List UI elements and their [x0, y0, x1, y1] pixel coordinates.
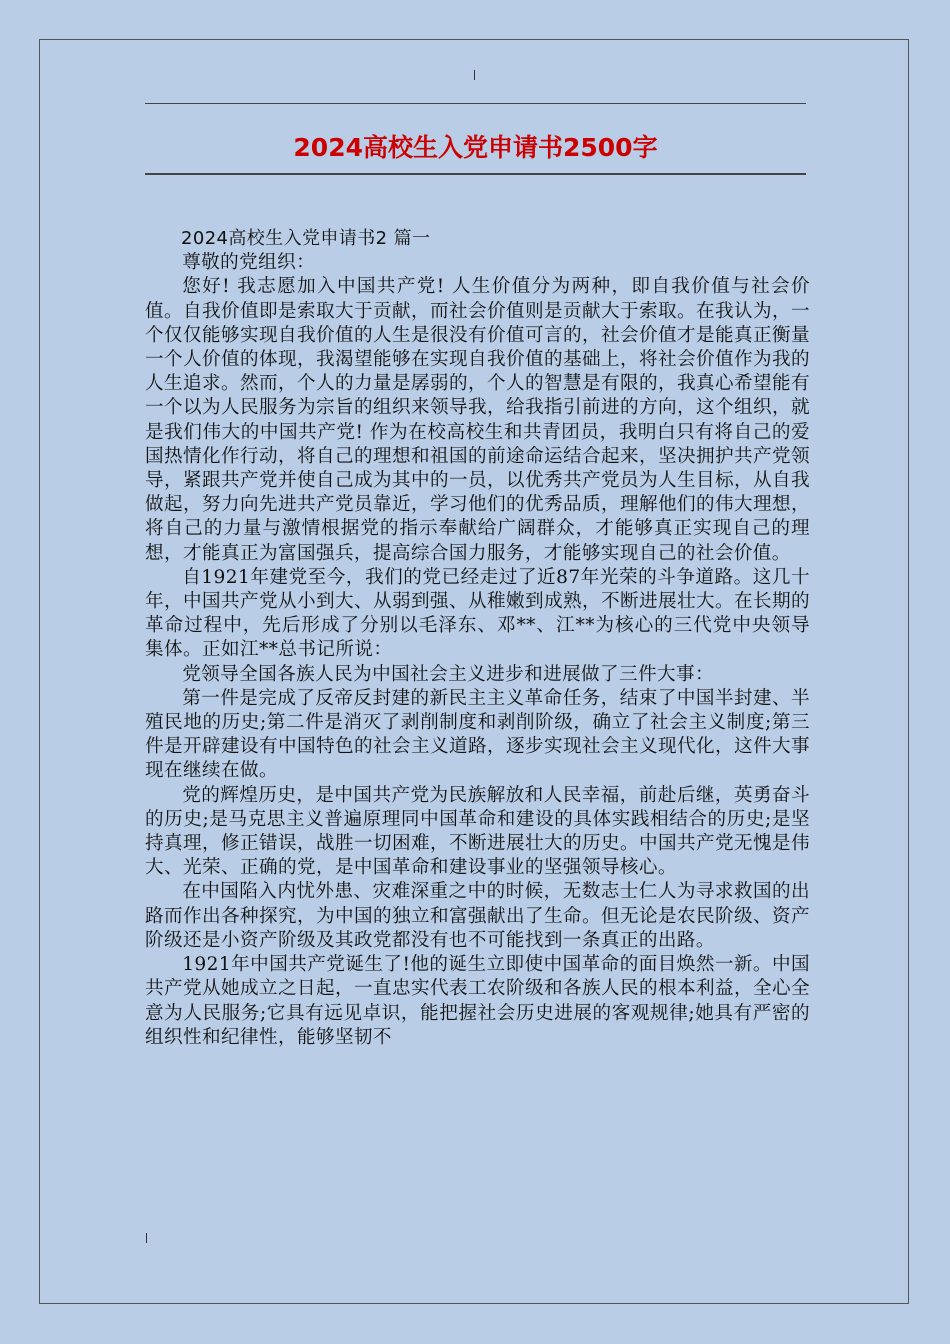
- document-body: [145, 227, 810, 1050]
- section-heading: 2024高校生入党申请书2 篇一: [181, 228, 431, 249]
- paragraph: 党的辉煌历史，是中国共产党为民族解放和人民幸福，前赴后继，英勇奋斗的历史;是马克思主义普遍原理同中国革命和建设的具体实践相结合的历史;是坚持真理，修正错误，战胜一切困难，不断进展壮大的历史。中国共产党无愧是伟大、光荣、正确的党，是中国革命和建设事业的坚强领导核心。: [145, 784, 810, 879]
- paragraph: 在中国陷入内忧外患、灾难深重之中的时候，无数志士仁人为寻求救国的出路而作出各种探究，为中国的独立和富强献出了生命。但无论是农民阶级、资产阶级还是小资产阶级及其政党都没有也不可能找到一条真正的出路。: [145, 881, 810, 951]
- title-rule: [145, 173, 806, 175]
- header-mark: [474, 70, 475, 80]
- paragraph: 自1921年建党至今，我们的党已经走过了近87年光荣的斗争道路。这几十年，中国共产党从小到大、从弱到强、从稚嫩到成熟，不断进展壮大。在长期的革命过程中，先后形成了分别以毛泽东、邓**、江**为核心的三代党中央领导集体。正如江**总书记所说：: [145, 566, 810, 661]
- document-title: 2024高校生入党申请书2500字: [293, 133, 658, 162]
- paragraph: 第一件是完成了反帝反封建的新民主主义革命任务，结束了中国半封建、半殖民地的历史;第二件是消灭了剥削制度和剥削阶级，确立了社会主义制度;第三件是开辟建设有中国特色的社会主义道路，逐步实现社会主义现代化，这件大事现在继续在做。: [145, 687, 810, 782]
- paragraph: 您好! 我志愿加入中国共产党! 人生价值分为两种，即自我价值与社会价值。自我价值即是索取大于贡献，而社会价值则是贡献大于索取。在我认为，一个仅仅能够实现自我价值的人生是很没有价值可言的，社会价值才是能真正衡量一个人价值的体现，我渴望能够在实现自我价值的基础上，将社会价值作为我的人生追求。然而，个人的力量是孱弱的，个人的智慧是有限的，我真心希望能有一个以为人民服务为宗旨的组织来领导我，给我指引前进的方向，这个组织，就是我们伟大的中国共产党! 作为在校高校生和共青团员，我明白只有将自己的爱国热情化作行动，将自己的理想和祖国的前途命运结合起来，坚决拥护共产党领导，紧跟共产党并使自己成为其中的一员，以优秀共产党员为人生目标，从自我做起，努力向先进共产党员靠近，学习他们的优秀品质，理解他们的伟大理想，将自己的力量与激情根据党的指示奉献给广阔群众，才能够真正实现自己的理想，才能真正为富国强兵，提高综合国力服务，才能够实现自己的社会价值。: [145, 276, 810, 564]
- salutation: 尊敬的党组织：: [182, 252, 316, 274]
- footer-mark: [146, 1233, 147, 1243]
- paragraph: 党领导全国各族人民为中国社会主义进步和进展做了三件大事：: [182, 663, 715, 685]
- header-rule: [145, 103, 806, 104]
- paragraph: 1921年中国共产党诞生了!他的诞生立即使中国革命的面目焕然一新。中国共产党从她成立之日起，一直忠实代表工农阶级和各族人民的根本利益，全心全意为人民服务;它具有远见卓识，能把握社会历史进展的客观规律;她具有严密的组织性和纪律性，能够坚韧不: [145, 954, 810, 1048]
